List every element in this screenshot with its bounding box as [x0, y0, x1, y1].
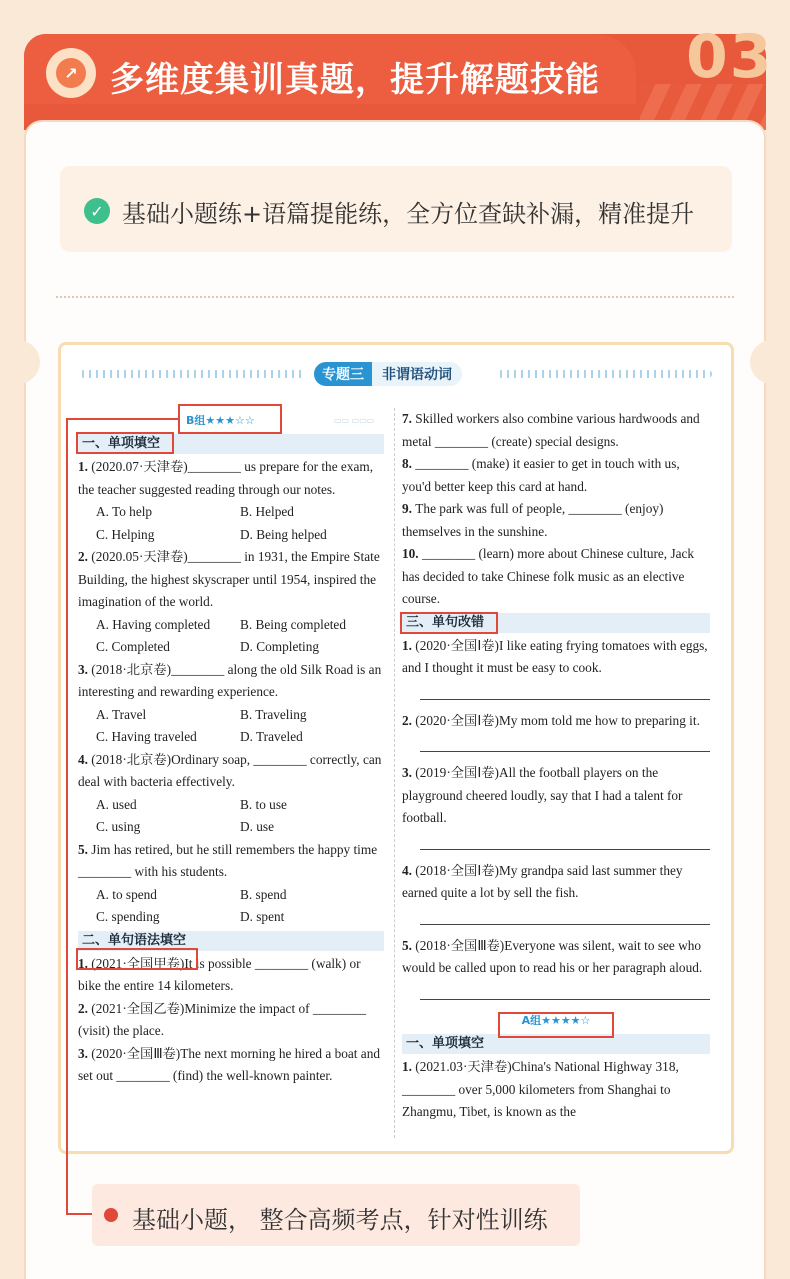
question-text: (2020·全国Ⅲ卷)The next morning he hired a boat and set out ________ (find) the well-known painter. — [78, 1045, 380, 1083]
question-item — [402, 935, 710, 980]
question-number: 1. — [78, 955, 92, 971]
answer-line — [420, 980, 710, 1000]
answer-option: B. Being completed — [240, 616, 346, 632]
question-text: (2021·全国甲卷)It is possible ________ (walk) or bike the entire 14 kilometers. — [78, 955, 361, 993]
question-item — [78, 749, 384, 794]
decor-wave-left — [80, 370, 306, 378]
decor-wave-right — [498, 370, 712, 378]
answer-option: B. spend — [240, 886, 287, 902]
question-item — [402, 762, 710, 830]
answer-option: B. Traveling — [240, 706, 307, 722]
option-row — [78, 794, 384, 817]
answer-option: D. spent — [240, 909, 285, 924]
answer-line — [420, 830, 710, 850]
question-text: ________ (learn) more about Chinese culture, Jack has decided to take Chinese folk music as an elective course. — [402, 546, 695, 606]
question-number: 4. — [78, 751, 92, 767]
question-text: (2021·全国乙卷)Minimize the impact of ________ (visit) the place. — [78, 1000, 367, 1038]
question-number: 2. — [78, 549, 92, 564]
answer-line — [420, 732, 710, 752]
option-row — [78, 614, 384, 637]
question-text: (2020.07·天津卷)________ us prepare for the exam, the teacher suggested reading through our notes. — [78, 459, 374, 497]
dotted-divider — [56, 296, 734, 298]
question-number: 1. — [78, 459, 92, 474]
option-row — [78, 524, 384, 547]
section-heading: 三、单句改错 — [402, 613, 710, 633]
section-heading: 一、单项填空 — [402, 1034, 710, 1054]
answer-option: C. Helping — [96, 526, 155, 542]
question-text: Jim has retired, but he still remembers the happy time ________ with his students. — [78, 841, 378, 879]
question-number: 4. — [402, 862, 416, 878]
question-text: (2020.05·天津卷)________ in 1931, the Empire State Building, the highest skyscraper until 1954, inspired the imagination of the world. — [78, 549, 380, 609]
question-item — [78, 1043, 384, 1088]
question-item — [402, 710, 710, 733]
option-row — [78, 636, 384, 659]
highlight-sec1 — [76, 432, 174, 454]
section-heading: 一、单项填空 — [78, 434, 384, 454]
answer-option: D. Completing — [240, 639, 320, 654]
question-number: 8. — [402, 456, 416, 471]
check-icon: ✓ — [84, 198, 110, 224]
question-text: (2018·全国Ⅲ卷)Everyone was silent, wait to see who would be called upon to read his or her paragraph aloud. — [402, 937, 703, 975]
answer-option: D. Traveled — [240, 729, 303, 744]
question-number: 2. — [78, 1000, 92, 1016]
option-row — [78, 501, 384, 524]
highlight-sec3 — [400, 612, 498, 634]
question-number: 10. — [402, 546, 422, 561]
question-text: (2018·北京卷)________ along the old Silk Road is an interesting and rewarding experience. — [78, 661, 382, 699]
connector-vertical — [66, 418, 68, 1214]
question-number: 3. — [78, 661, 92, 677]
question-text: Skilled workers also combine various hardwoods and metal ________ (create) special designs. — [402, 411, 700, 449]
connector-top — [66, 418, 178, 420]
question-item — [402, 860, 710, 905]
question-number: 1. — [402, 1059, 416, 1074]
answer-option: A. To help — [96, 504, 153, 519]
question-number: 1. — [402, 637, 416, 653]
question-number: 7. — [402, 411, 416, 426]
question-item — [78, 456, 384, 501]
question-text: (2020·全国Ⅰ卷)My mom told me how to preparing it. — [415, 712, 700, 728]
question-number: 2. — [402, 712, 416, 728]
question-item — [402, 498, 710, 543]
left-column — [78, 432, 384, 1088]
question-number: 5. — [78, 841, 92, 857]
question-item — [402, 1056, 710, 1124]
question-text: (2020·全国Ⅰ卷)I like eating frying tomatoes with eggs, and I thought it must be easy to cook. — [402, 637, 708, 675]
section-number: 03 — [686, 22, 774, 92]
option-row — [78, 906, 384, 929]
topic-tag — [314, 362, 462, 386]
answer-option: C. Having traveled — [96, 729, 197, 744]
highlight-group-b — [178, 404, 282, 434]
highlight-group-a — [498, 1012, 614, 1038]
question-item — [78, 998, 384, 1043]
question-number: 3. — [402, 765, 416, 780]
answer-option: A. to spend — [96, 886, 157, 902]
answer-line — [420, 680, 710, 700]
answer-option: D. Being helped — [240, 526, 327, 542]
option-row — [78, 726, 384, 749]
topic-number: 专题三 — [314, 362, 372, 386]
option-row — [78, 816, 384, 839]
answer-line — [420, 905, 710, 925]
answer-option: C. using — [96, 819, 141, 834]
answer-option: D. use — [240, 819, 274, 834]
question-text: (2018·北京卷)Ordinary soap, ________ correctly, can deal with bacteria effectively. — [78, 751, 382, 789]
highlight-sec2 — [76, 948, 198, 970]
question-item — [78, 546, 384, 614]
option-row — [78, 704, 384, 727]
answer-option: C. spending — [96, 909, 160, 924]
question-text: (2019·全国Ⅰ卷)All the football players on the playground cheered loudly, say that I had a talent for football. — [402, 765, 683, 825]
question-text: ________ (make) it easier to get in touch with us, you'd better keep this card at hand. — [402, 456, 680, 494]
answer-option: A. Having completed — [96, 616, 211, 632]
question-item — [78, 839, 384, 884]
answer-option: C. Completed — [96, 639, 170, 654]
header-title: 多维度集训真题，提升解题技能 — [110, 60, 600, 100]
question-number: 5. — [402, 937, 416, 953]
answer-option: A. used — [96, 796, 137, 812]
question-number: 3. — [78, 1045, 92, 1061]
chart-badge-icon: ↗ — [46, 48, 96, 98]
section-heading: 二、单句语法填空 — [78, 931, 384, 951]
subtitle-text: 基础小题练+语篇提能练，全方位查缺补漏，精准提升 — [122, 200, 695, 228]
answer-option: B. Helped — [240, 504, 294, 519]
group-a-label: A组★★★★☆ — [521, 1013, 591, 1027]
option-row — [78, 884, 384, 907]
column-divider — [394, 408, 395, 1138]
question-item — [402, 453, 710, 498]
question-item — [402, 543, 710, 611]
answer-option: B. to use — [240, 796, 287, 812]
topic-title: 非谓语动词 — [372, 362, 462, 386]
question-text: (2018·全国Ⅰ卷)My grandpa said last summer they earned quite a lot by sell the fish. — [402, 862, 683, 900]
question-number: 9. — [402, 501, 416, 516]
page-ref-blur: ▭▭ ▭▭▭ — [334, 416, 375, 425]
answer-option: A. Travel — [96, 706, 147, 722]
question-text: The park was full of people, ________ (enjoy) themselves in the sunshine. — [402, 501, 664, 539]
callout-text: 基础小题， 整合高频考点，针对性训练 — [132, 1206, 548, 1234]
question-item — [402, 635, 710, 680]
question-item — [78, 659, 384, 704]
question-text: (2021.03·天津卷)China's National Highway 318, ________ over 5,000 kilometers from Shanghai to Zhangmu, Tibet, is known as the — [402, 1059, 679, 1119]
group-b-label: B组★★★☆☆ — [186, 414, 255, 427]
question-item — [402, 408, 710, 453]
callout-dot — [104, 1208, 118, 1222]
